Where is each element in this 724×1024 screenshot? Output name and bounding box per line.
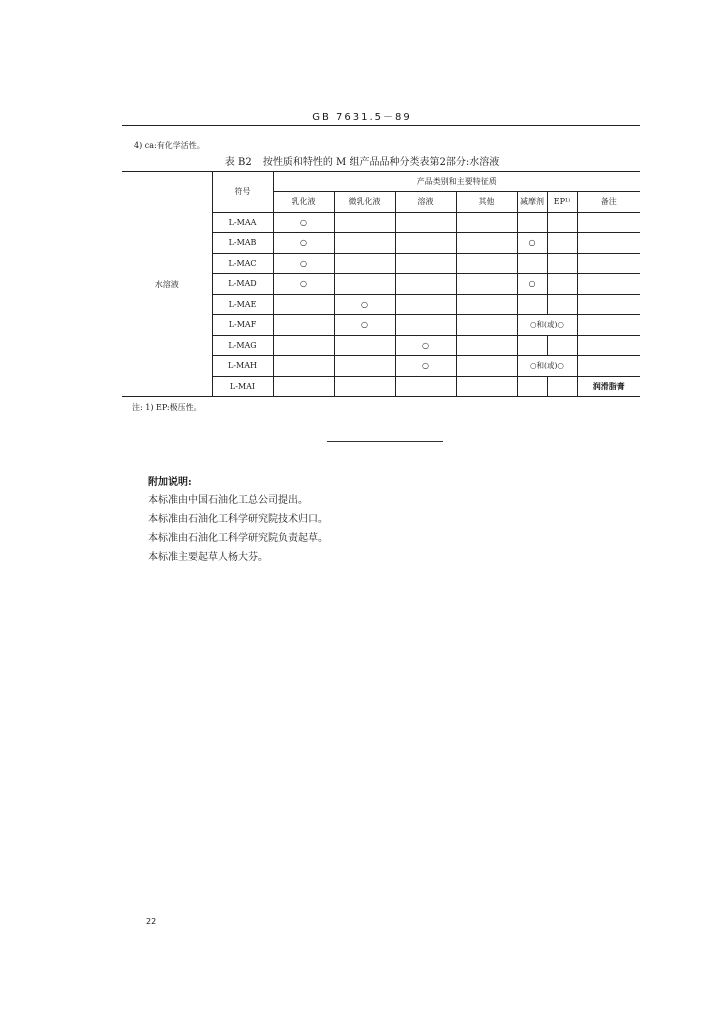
cell-remarks: [577, 315, 640, 336]
cell-solution: [395, 294, 456, 315]
cell-microemulsion: [334, 212, 395, 233]
cell-ep: [547, 212, 577, 233]
cell-emulsion: ○: [273, 253, 334, 274]
cell-emulsion: ○: [273, 274, 334, 295]
previous-footnote: 4) ca:有化学活性。: [134, 141, 205, 150]
cell-other: [456, 274, 517, 295]
col-header-ep: EP¹⁾: [547, 192, 577, 213]
cell-remarks: [577, 335, 640, 356]
symbol-cell: L-MAC: [212, 253, 273, 274]
cell-other: [456, 376, 517, 397]
cell-emulsion: [273, 335, 334, 356]
symbol-cell: L-MAH: [212, 356, 273, 377]
cell-ep: [547, 274, 577, 295]
cell-microemulsion: [334, 274, 395, 295]
cell-microemulsion: ○: [334, 294, 395, 315]
table-header-row: [122, 172, 640, 192]
cell-ep: [547, 294, 577, 315]
cell-remarks: [577, 294, 640, 315]
cell-emulsion: ○: [273, 212, 334, 233]
cell-friction-reducer: [517, 335, 547, 356]
col-header-other: 其他: [456, 192, 517, 213]
cell-microemulsion: [334, 233, 395, 254]
symbol-cell: L-MAD: [212, 274, 273, 295]
group-cell: [122, 172, 212, 397]
cell-other: [456, 212, 517, 233]
symbol-cell: L-MAF: [212, 315, 273, 336]
cell-ep: [547, 253, 577, 274]
table-caption-text: 按性质和特性的 M 组产品品种分类表第2部分:水溶液: [262, 157, 500, 168]
cell-ep: [547, 376, 577, 397]
additional-note-line: 本标准由石油化工科学研究院技术归口。: [148, 514, 328, 525]
cell-microemulsion: [334, 335, 395, 356]
classification-table: [122, 171, 640, 397]
standard-number: GB 7631.5－89: [312, 112, 412, 123]
cell-friction-reducer: ○: [517, 274, 547, 295]
end-of-table-rule: [327, 441, 443, 442]
cell-remarks: [577, 212, 640, 233]
cell-solution: ○: [395, 356, 456, 377]
cell-solution: [395, 376, 456, 397]
cell-friction-reducer: [517, 294, 547, 315]
cell-friction-reducer: [517, 376, 547, 397]
col-header-solution: 溶液: [395, 192, 456, 213]
header-rule: [122, 125, 640, 126]
table-caption-prefix: 表 B2: [224, 157, 252, 168]
table-note: 注: 1) EP:极压性。: [132, 403, 202, 412]
symbol-cell: L-MAB: [212, 233, 273, 254]
col-header-remarks: 备注: [577, 192, 640, 213]
cell-solution: [395, 253, 456, 274]
page-number: 22: [146, 917, 157, 926]
cell-other: [456, 294, 517, 315]
cell-microemulsion: [334, 253, 395, 274]
col-header-microemulsion: 微乳化液: [334, 192, 395, 213]
cell-emulsion: ○: [273, 233, 334, 254]
category-header: 产品类别和主要特征质: [273, 172, 640, 192]
col-header-friction-reducer: 减摩剂: [517, 192, 547, 213]
cell-emulsion: [273, 315, 334, 336]
group-label: 水溶液: [154, 279, 179, 289]
table-caption: [0, 153, 724, 168]
cell-emulsion: [273, 294, 334, 315]
additional-note-line: 本标准主要起草人杨大芬。: [148, 552, 268, 563]
cell-remarks: [577, 274, 640, 295]
additional-notes-title: 附加说明:: [148, 477, 192, 488]
cell-other: [456, 315, 517, 336]
cell-remarks: [577, 356, 640, 377]
cell-friction-reducer: [517, 253, 547, 274]
symbol-header: 符号: [212, 172, 273, 213]
cell-other: [456, 335, 517, 356]
cell-solution: [395, 212, 456, 233]
cell-ep: [547, 233, 577, 254]
cell-friction-reducer: ○和(或)○: [517, 356, 577, 377]
table-body: [122, 172, 640, 397]
cell-microemulsion: ○: [334, 315, 395, 336]
cell-remarks: [577, 253, 640, 274]
cell-ep: [547, 335, 577, 356]
cell-microemulsion: [334, 356, 395, 377]
cell-solution: ○: [395, 335, 456, 356]
symbol-cell: L-MAA: [212, 212, 273, 233]
cell-friction-reducer: [517, 212, 547, 233]
cell-emulsion: [273, 376, 334, 397]
cell-remarks: 润滑脂膏: [577, 376, 640, 397]
cell-other: [456, 253, 517, 274]
cell-friction-reducer: ○: [517, 233, 547, 254]
additional-note-line: 本标准由石油化工科学研究院负责起草。: [148, 533, 328, 544]
cell-other: [456, 233, 517, 254]
symbol-cell: L-MAG: [212, 335, 273, 356]
cell-remarks: [577, 233, 640, 254]
cell-emulsion: [273, 356, 334, 377]
cell-solution: [395, 315, 456, 336]
cell-solution: [395, 274, 456, 295]
cell-solution: [395, 233, 456, 254]
additional-note-line: 本标准由中国石油化工总公司提出。: [148, 495, 308, 506]
cell-friction-reducer: ○和(或)○: [517, 315, 577, 336]
symbol-cell: L-MAI: [212, 376, 273, 397]
cell-microemulsion: [334, 376, 395, 397]
symbol-cell: L-MAE: [212, 294, 273, 315]
col-header-emulsion: 乳化液: [273, 192, 334, 213]
cell-other: [456, 356, 517, 377]
